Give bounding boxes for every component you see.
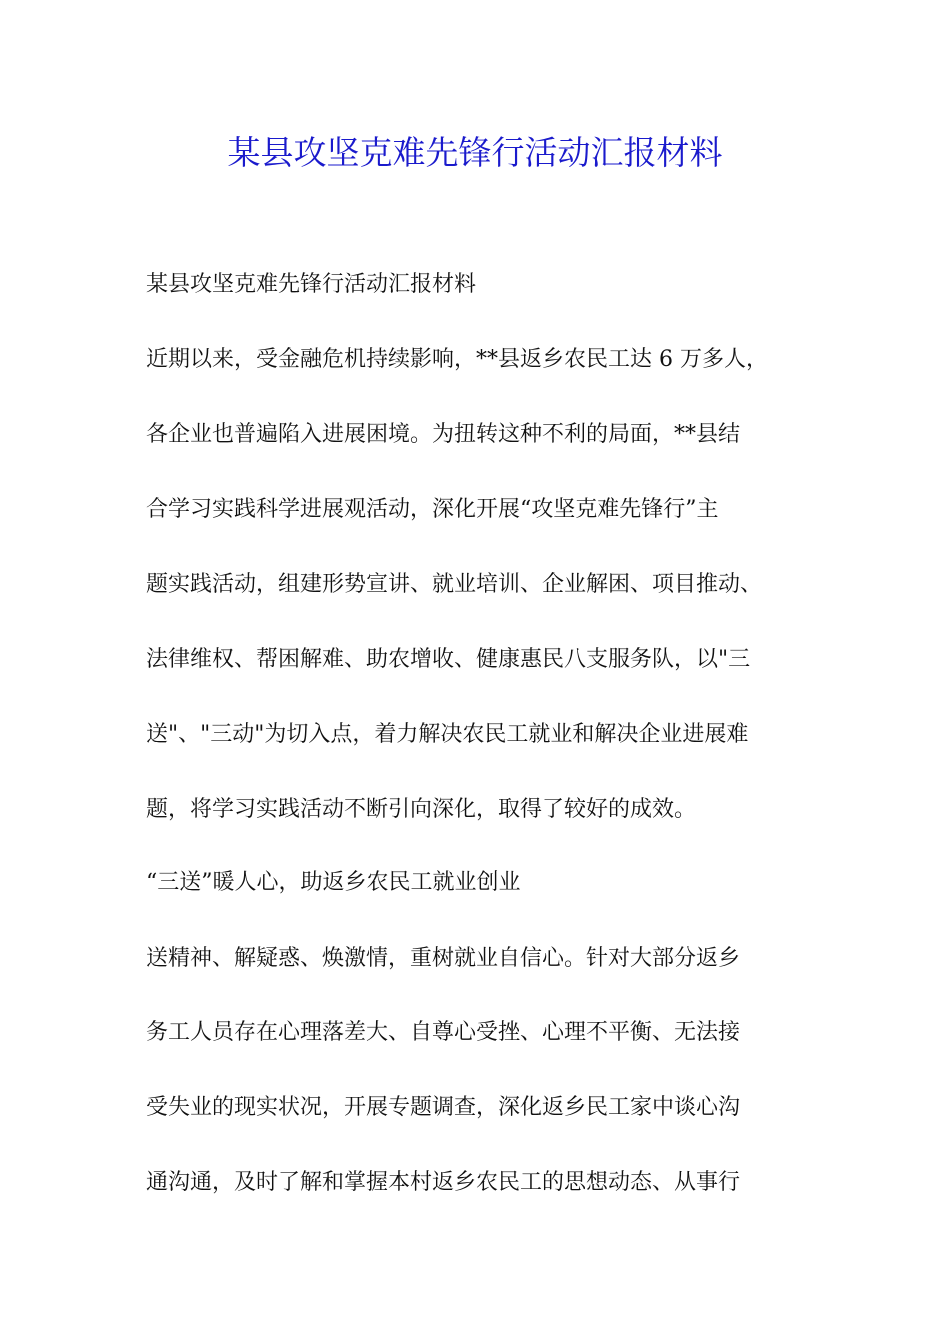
body-line-1: 某县攻坚克难先锋行活动汇报材料: [146, 272, 477, 297]
body-line-6: 法律维权、帮困解难、助农增收、健康惠民八支服务队，以"三: [146, 647, 751, 672]
body-line-12: 受失业的现实状况，开展专题调查，深化返乡民工家中谈心沟: [146, 1095, 741, 1120]
body-line-4: 合学习实践科学进展观活动，深化开展“攻坚克难先锋行”主: [146, 497, 719, 522]
document-title: 某县攻坚克难先锋行活动汇报材料: [227, 133, 723, 172]
section-heading: “三送”暖人心，助返乡农民工就业创业: [146, 870, 521, 895]
body-line-10: 送精神、解疑惑、焕激情，重树就业自信心。针对大部分返乡: [146, 946, 741, 971]
body-line-13: 通沟通，及时了解和掌握本村返乡农民工的思想动态、从事行: [146, 1170, 741, 1195]
body-line-8: 题，将学习实践活动不断引向深化，取得了较好的成效。: [146, 797, 697, 822]
body-line-11: 务工人员存在心理落差大、自尊心受挫、心理不平衡、无法接: [146, 1020, 741, 1045]
body-line-3: 各企业也普遍陷入进展困境。为扭转这种不利的局面，**县结: [146, 422, 741, 447]
body-line-2: 近期以来，受金融危机持续影响，**县返乡农民工达 6 万多人，: [146, 347, 768, 372]
body-line-5: 题实践活动，组建形势宣讲、就业培训、企业解困、项目推动、: [146, 572, 763, 597]
body-line-7: 送"、"三动"为切入点，着力解决农民工就业和解决企业进展难: [146, 722, 749, 747]
